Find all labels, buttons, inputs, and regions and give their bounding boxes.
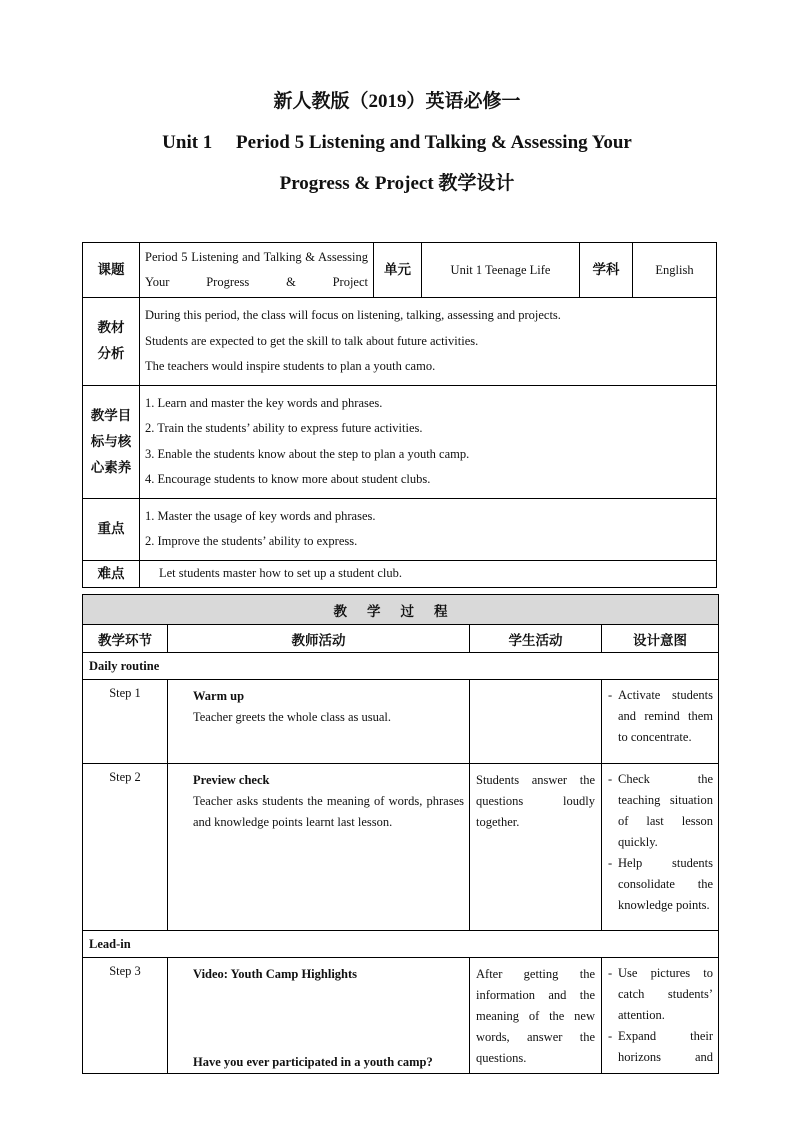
student-activity bbox=[470, 680, 602, 764]
design-aim bbox=[602, 764, 719, 931]
doc-title-line3: Progress & Project 教学设计 bbox=[279, 173, 515, 194]
activity-text: Teacher greets the whole class as usual. bbox=[193, 710, 392, 724]
topic-label: 课题 bbox=[83, 243, 140, 298]
aim-item: - Use pictures to catch students’ attention. bbox=[608, 966, 713, 1022]
section-daily-routine: Daily routine bbox=[83, 653, 719, 680]
analysis-line: During this period, the class will focus on listening, talking, assessing and projects. bbox=[145, 308, 561, 322]
difficult-text: Let students master how to set up a student club. bbox=[140, 560, 717, 587]
design-aim bbox=[602, 958, 719, 1074]
teacher-activity bbox=[168, 680, 470, 764]
activity-text: Teacher asks students the meaning of words, phrases and knowledge points learnt last lesson. bbox=[193, 794, 464, 829]
design-aim bbox=[602, 680, 719, 764]
key-item: 2. Improve the students’ ability to express. bbox=[145, 534, 358, 548]
doc-title-line1: 新人教版（2019）英语必修一 bbox=[273, 91, 521, 112]
step-label: Step 2 bbox=[83, 764, 168, 931]
topic-value: Period 5 Listening and Talking & Assessing Your Progress & Project bbox=[140, 243, 374, 298]
aim-item: - Check the teaching situation of last lesson quickly. bbox=[608, 772, 713, 849]
teacher-activity bbox=[168, 764, 470, 931]
key-text bbox=[140, 498, 717, 560]
unit-value: Unit 1 Teenage Life bbox=[422, 243, 580, 298]
aim-item: - Help students consolidate the knowledge points. bbox=[608, 856, 713, 912]
analysis-text bbox=[140, 298, 717, 386]
table-row bbox=[83, 764, 719, 931]
goal-item: 4. Encourage students to know more about student clubs. bbox=[145, 472, 431, 486]
table-row bbox=[83, 958, 719, 1074]
subject-value: English bbox=[633, 243, 717, 298]
goal-item: 2. Train the students’ ability to express future activities. bbox=[145, 421, 423, 435]
col-header-student: 学生活动 bbox=[470, 625, 602, 653]
goals-text bbox=[140, 385, 717, 498]
difficult-label: 难点 bbox=[83, 560, 140, 587]
unit-label: 单元 bbox=[374, 243, 422, 298]
activity-title: Warm up bbox=[193, 689, 245, 703]
aim-item: - Expand their horizons and bbox=[608, 1029, 713, 1064]
goal-item: 3. Enable the students know about the step to plan a youth camp. bbox=[145, 446, 470, 461]
table-row bbox=[83, 680, 719, 764]
goals-label: 教学目标与核心素养 bbox=[83, 385, 140, 498]
process-header: 教学过程 bbox=[83, 595, 719, 625]
key-label: 重点 bbox=[83, 498, 140, 560]
activity-title: Preview check bbox=[193, 773, 270, 787]
aim-item: - Activate students and remind them to concentrate. bbox=[608, 688, 713, 744]
analysis-label: 教材分析 bbox=[83, 298, 140, 386]
activity-question: Have you ever participated in a youth camp? bbox=[193, 1055, 433, 1069]
col-header-teacher: 教师活动 bbox=[168, 625, 470, 653]
section-lead-in: Lead-in bbox=[83, 931, 719, 958]
student-activity: After getting the information and the meaning of the new words, answer the questions. bbox=[470, 958, 602, 1074]
col-header-aim: 设计意图 bbox=[602, 625, 719, 653]
doc-title-line2: Unit 1 Period 5 Listening and Talking & Assessing Your bbox=[162, 132, 632, 153]
col-header-stage: 教学环节 bbox=[83, 625, 168, 653]
teaching-process-table bbox=[82, 594, 719, 1074]
step-label: Step 3 bbox=[83, 958, 168, 1074]
teacher-activity bbox=[168, 958, 470, 1074]
analysis-line: The teachers would inspire students to plan a youth camo. bbox=[145, 359, 436, 373]
course-info-table bbox=[82, 242, 717, 588]
activity-title: Video: Youth Camp Highlights bbox=[193, 967, 358, 981]
analysis-line: Students are expected to get the skill to talk about future activities. bbox=[145, 333, 479, 348]
student-activity: Students answer the questions loudly together. bbox=[470, 764, 602, 931]
step-label: Step 1 bbox=[83, 680, 168, 764]
key-item: 1. Master the usage of key words and phrases. bbox=[145, 508, 376, 523]
subject-label: 学科 bbox=[580, 243, 633, 298]
goal-item: 1. Learn and master the key words and phrases. bbox=[145, 395, 383, 410]
